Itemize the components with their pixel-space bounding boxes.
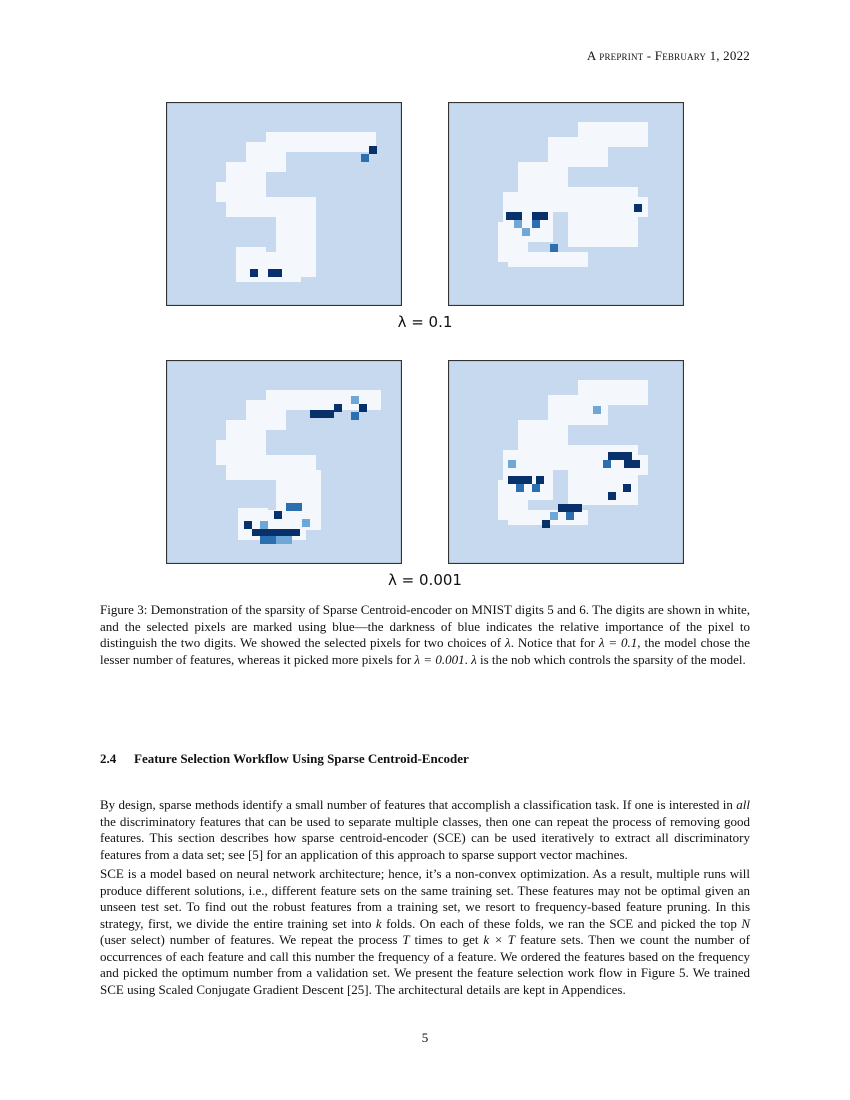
caption-text: , the model chose the lesser number of features, whereas it picked more pixels for [100,635,751,667]
panel-digit-6-lambda-0.001 [448,360,684,564]
panel-digit-5-lambda-0.001 [166,360,402,564]
caption-lambda-eq: λ = 0.1 [598,635,638,650]
math-k: k [375,915,382,931]
figure-caption [100,602,750,668]
lambda-label-0.001: λ = 0.001 [388,571,462,589]
section-heading [100,751,469,767]
header-date: February 1, 2022 [654,48,750,63]
paragraph-1 [100,797,750,863]
paragraph-text: SCE is a model based on neural network architecture; hence, it’s a non-convex optimization. As a result, multiple runs will produce different solutions, i.e., different feature sets on the same training set. These features may not be optimal given an unseen test set. To find out the robust features from a training set, we resort to frequency-based feature pruning. In this strategy, first, we divide the entire training set into [100,866,750,931]
panel-digit-5-lambda-0.1 [166,102,402,306]
caption-text: Demonstration of the sparsity of Sparse Centroid-encoder on MNIST digits 5 and 6. The digits are shown in white, and the selected pixels are marked using blue—the darkness of blue indicates the relative importance of the pixel to distinguish the two digits. We showed the selected pixels for two choices of [100,602,750,650]
caption-lambda: λ [471,651,477,667]
math-k-times-T: k × T [483,932,515,947]
caption-text: . Notice that for [510,635,599,650]
paragraph-text: By design, sparse methods identify a small number of features that accomplish a classification task. If one is interested in [100,797,737,812]
paragraph-emphasis: all [736,797,750,812]
running-header [587,48,750,64]
paragraph-text: folds. On each of these folds, we ran the SCE and picked the top [381,915,742,931]
paragraph-text: (user select) number of features. We repeat the process [100,932,403,947]
paragraph-text: the discriminatory features that can be used to separate multiple classes, then one can repeat the process of removing good features. This section describes how sparse centroid-encoder (SCE) can be used iteratively to extract all discriminatory features from a data set; see [5] for an application of this approach to sparse support vector machines. [100,813,750,862]
section-title: Feature Selection Workflow Using Sparse Centroid-Encoder [134,751,469,766]
lambda-label-0.1: λ = 0.1 [397,313,453,331]
panel-digit-6-lambda-0.1 [448,102,684,306]
header-prefix: A preprint [586,48,644,63]
header-separator: - [643,48,655,63]
caption-text: . [464,651,472,667]
section-number: 2.4 [100,751,117,766]
math-N: N [741,915,750,931]
caption-label: Figure 3: [100,602,148,617]
math-T: T [402,932,410,947]
paragraph-text: times to get [409,932,484,947]
paragraph-text: feature sets. Then we count the number of occurrences of each feature and call this number the frequency of a feature. We ordered the features based on the frequency and picked the optimum number from a validation set. We present the feature selection work flow in Figure 5. We trained SCE using Scaled Conjugate Gradient Descent [25]. The architectural details are kept in Appendices. [100,932,750,997]
caption-lambda-eq: λ = 0.001 [414,651,465,667]
paragraph-2 [100,866,750,998]
caption-text: is the nob which controls the sparsity of the model. [476,651,746,667]
page-number: 5 [421,1030,429,1045]
caption-lambda: λ [505,635,511,650]
